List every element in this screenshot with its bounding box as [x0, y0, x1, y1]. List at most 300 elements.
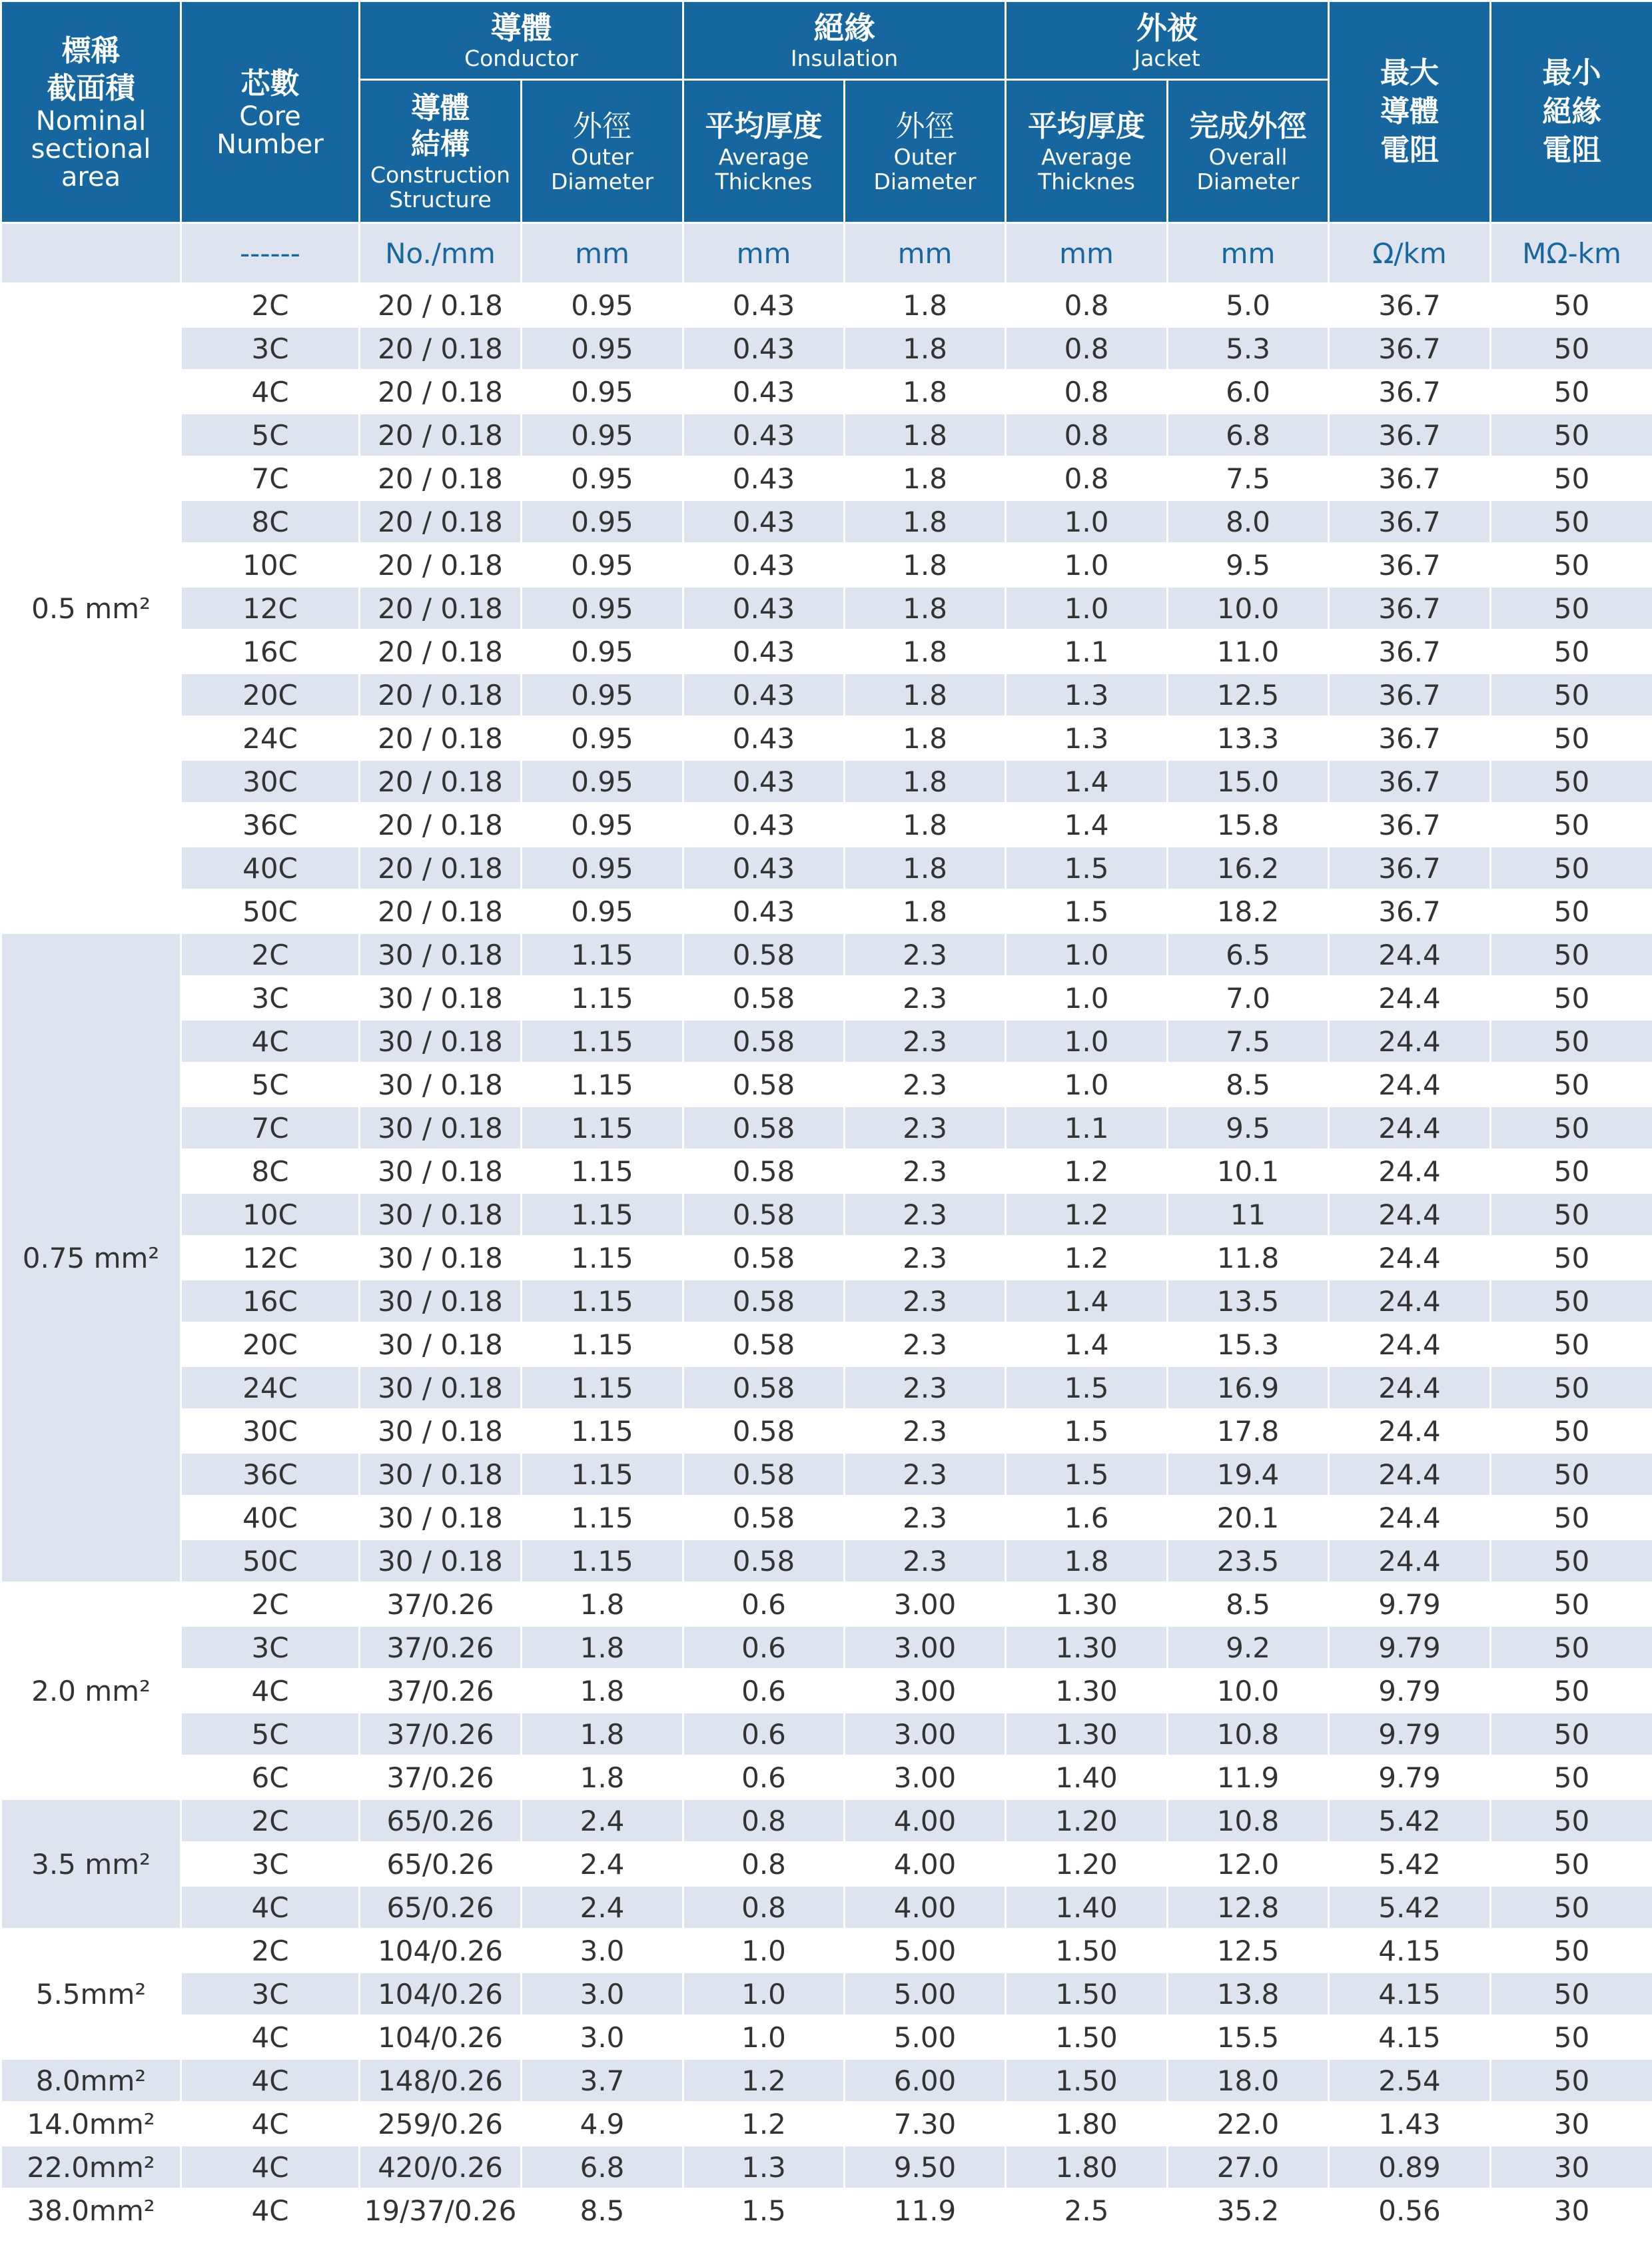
cell-jacket-thickness: 1.50	[1006, 1929, 1168, 1973]
cell-conductor-outer: 1.8	[522, 1713, 683, 1756]
cell-insulation-thickness: 0.58	[683, 1150, 845, 1193]
cell-conductor-outer: 1.15	[522, 1496, 683, 1540]
cell-insulation-thickness: 1.2	[683, 2059, 845, 2102]
cell-construction: 148/0.26	[360, 2059, 522, 2102]
cell-insulation-thickness: 0.58	[683, 933, 845, 977]
table-row	[1, 1063, 1652, 1107]
cell-construction: 30 / 0.18	[360, 1453, 522, 1496]
cell-insulation-thickness: 0.43	[683, 673, 845, 717]
cell-construction: 104/0.26	[360, 1929, 522, 1973]
cell-insulation-thickness: 0.43	[683, 327, 845, 370]
table-row	[1, 1496, 1652, 1540]
cell-core: 4C	[181, 2016, 360, 2059]
cell-insulation-resistance: 50	[1491, 544, 1652, 587]
cell-core: 3C	[181, 327, 360, 370]
cell-jacket-thickness: 1.80	[1006, 2146, 1168, 2189]
table-row	[1, 1886, 1652, 1929]
cell-core: 4C	[181, 2189, 360, 2232]
cell-insulation-outer: 1.8	[845, 847, 1006, 890]
cell-core: 4C	[181, 2102, 360, 2146]
cell-overall-diameter: 11.8	[1168, 1236, 1329, 1280]
cell-resistance: 9.79	[1329, 1626, 1491, 1669]
table-row	[1, 933, 1652, 977]
cell-construction: 20 / 0.18	[360, 630, 522, 673]
cell-core: 4C	[181, 1886, 360, 1929]
cell-insulation-thickness: 0.58	[683, 1323, 845, 1366]
cell-overall-diameter: 17.8	[1168, 1410, 1329, 1453]
cell-jacket-thickness: 1.0	[1006, 500, 1168, 544]
cell-overall-diameter: 12.0	[1168, 1843, 1329, 1886]
cell-overall-diameter: 5.0	[1168, 284, 1329, 327]
cell-core: 24C	[181, 1366, 360, 1410]
table-row	[1, 1193, 1652, 1236]
cell-conductor-outer: 0.95	[522, 847, 683, 890]
cell-conductor-outer: 0.95	[522, 630, 683, 673]
cell-insulation-outer: 2.3	[845, 1540, 1006, 1583]
cell-conductor-outer: 3.0	[522, 1973, 683, 2016]
cell-conductor-outer: 1.15	[522, 1107, 683, 1150]
cell-core: 10C	[181, 1193, 360, 1236]
table-row	[1, 673, 1652, 717]
cell-resistance: 4.15	[1329, 1973, 1491, 2016]
cell-insulation-outer: 2.3	[845, 1496, 1006, 1540]
cell-nominal-area: 0.5 mm²	[1, 284, 181, 933]
cell-insulation-outer: 2.3	[845, 1453, 1006, 1496]
cell-core: 20C	[181, 1323, 360, 1366]
cell-overall-diameter: 8.5	[1168, 1063, 1329, 1107]
cell-jacket-thickness: 1.6	[1006, 1496, 1168, 1540]
cell-conductor-outer: 0.95	[522, 717, 683, 760]
cell-jacket-thickness: 2.5	[1006, 2189, 1168, 2232]
cell-insulation-thickness: 0.58	[683, 1410, 845, 1453]
cell-insulation-outer: 1.8	[845, 370, 1006, 414]
header-construction-structure: 導體 結構 Construction Structure	[360, 80, 522, 223]
cell-jacket-thickness: 1.0	[1006, 587, 1168, 630]
cell-conductor-outer: 0.95	[522, 544, 683, 587]
cell-conductor-outer: 0.95	[522, 370, 683, 414]
cell-overall-diameter: 8.5	[1168, 1583, 1329, 1626]
cell-insulation-thickness: 0.43	[683, 544, 845, 587]
cell-overall-diameter: 20.1	[1168, 1496, 1329, 1540]
cell-conductor-outer: 0.95	[522, 284, 683, 327]
cell-insulation-resistance: 50	[1491, 1626, 1652, 1669]
cell-construction: 19/37/0.26	[360, 2189, 522, 2232]
cell-conductor-outer: 3.0	[522, 2016, 683, 2059]
cell-resistance: 36.7	[1329, 717, 1491, 760]
cell-overall-diameter: 13.3	[1168, 717, 1329, 760]
cell-insulation-resistance: 50	[1491, 673, 1652, 717]
cell-insulation-outer: 1.8	[845, 587, 1006, 630]
table-row	[1, 1626, 1652, 1669]
cell-construction: 20 / 0.18	[360, 717, 522, 760]
cell-insulation-thickness: 0.43	[683, 890, 845, 933]
cell-insulation-resistance: 50	[1491, 1540, 1652, 1583]
cell-core: 24C	[181, 717, 360, 760]
cell-overall-diameter: 15.0	[1168, 760, 1329, 803]
header-insulation-average-thickness: 平均厚度 Average Thicknes	[683, 80, 845, 223]
cell-core: 5C	[181, 1713, 360, 1756]
cell-insulation-resistance: 50	[1491, 1280, 1652, 1323]
cell-insulation-thickness: 0.43	[683, 414, 845, 457]
cell-insulation-resistance: 50	[1491, 1410, 1652, 1453]
cell-insulation-resistance: 50	[1491, 457, 1652, 500]
cell-overall-diameter: 27.0	[1168, 2146, 1329, 2189]
cell-insulation-resistance: 50	[1491, 1366, 1652, 1410]
cell-core: 8C	[181, 500, 360, 544]
header-max-conductor-resistance: 最大 導體 電阻	[1329, 1, 1491, 223]
cell-insulation-resistance: 50	[1491, 1453, 1652, 1496]
cell-insulation-outer: 1.8	[845, 890, 1006, 933]
cell-conductor-outer: 0.95	[522, 500, 683, 544]
cell-insulation-resistance: 50	[1491, 803, 1652, 847]
cell-insulation-thickness: 0.8	[683, 1799, 845, 1843]
cell-construction: 104/0.26	[360, 2016, 522, 2059]
table-row	[1, 1973, 1652, 2016]
cell-insulation-outer: 1.8	[845, 414, 1006, 457]
table-row	[1, 847, 1652, 890]
table-row	[1, 760, 1652, 803]
cell-jacket-thickness: 1.20	[1006, 1843, 1168, 1886]
cell-overall-diameter: 18.2	[1168, 890, 1329, 933]
cell-construction: 65/0.26	[360, 1799, 522, 1843]
table-row	[1, 500, 1652, 544]
cell-insulation-thickness: 0.58	[683, 1020, 845, 1063]
cell-resistance: 36.7	[1329, 630, 1491, 673]
table-row	[1, 1236, 1652, 1280]
cell-core: 3C	[181, 977, 360, 1020]
cell-core: 40C	[181, 1496, 360, 1540]
cell-construction: 20 / 0.18	[360, 847, 522, 890]
cell-core: 4C	[181, 1669, 360, 1713]
unit-jacket-thickness: mm	[1006, 223, 1168, 284]
cell-overall-diameter: 15.5	[1168, 2016, 1329, 2059]
cell-insulation-resistance: 50	[1491, 933, 1652, 977]
cell-overall-diameter: 6.5	[1168, 933, 1329, 977]
cell-insulation-thickness: 0.43	[683, 803, 845, 847]
cell-core: 50C	[181, 890, 360, 933]
cell-insulation-resistance: 30	[1491, 2146, 1652, 2189]
cell-core: 3C	[181, 1843, 360, 1886]
cell-overall-diameter: 6.0	[1168, 370, 1329, 414]
cell-insulation-thickness: 0.58	[683, 1107, 845, 1150]
cell-insulation-outer: 2.3	[845, 977, 1006, 1020]
cell-insulation-outer: 1.8	[845, 760, 1006, 803]
table-row	[1, 2059, 1652, 2102]
cell-construction: 65/0.26	[360, 1843, 522, 1886]
cell-conductor-outer: 0.95	[522, 327, 683, 370]
cell-core: 12C	[181, 1236, 360, 1280]
cell-insulation-resistance: 30	[1491, 2189, 1652, 2232]
table-row	[1, 1453, 1652, 1496]
cell-conductor-outer: 1.8	[522, 1583, 683, 1626]
cell-overall-diameter: 10.8	[1168, 1713, 1329, 1756]
cell-nominal-area: 0.75 mm²	[1, 933, 181, 1583]
cell-construction: 30 / 0.18	[360, 1150, 522, 1193]
cell-insulation-thickness: 0.58	[683, 1280, 845, 1323]
cell-jacket-thickness: 0.8	[1006, 327, 1168, 370]
cell-resistance: 24.4	[1329, 1236, 1491, 1280]
cell-insulation-outer: 3.00	[845, 1626, 1006, 1669]
cell-insulation-thickness: 0.58	[683, 1496, 845, 1540]
cell-nominal-area: 8.0mm²	[1, 2059, 181, 2102]
cell-insulation-thickness: 0.8	[683, 1886, 845, 1929]
cell-core: 8C	[181, 1150, 360, 1193]
cell-insulation-resistance: 50	[1491, 1799, 1652, 1843]
cell-construction: 30 / 0.18	[360, 1540, 522, 1583]
cell-insulation-thickness: 0.6	[683, 1626, 845, 1669]
cell-core: 4C	[181, 2059, 360, 2102]
cell-overall-diameter: 7.5	[1168, 1020, 1329, 1063]
cell-jacket-thickness: 0.8	[1006, 370, 1168, 414]
unit-insulation-outer: mm	[845, 223, 1006, 284]
cell-insulation-resistance: 50	[1491, 1886, 1652, 1929]
table-row	[1, 1713, 1652, 1756]
cell-construction: 37/0.26	[360, 1669, 522, 1713]
cell-insulation-outer: 5.00	[845, 2016, 1006, 2059]
cell-nominal-area: 3.5 mm²	[1, 1799, 181, 1929]
cell-overall-diameter: 5.3	[1168, 327, 1329, 370]
cell-construction: 30 / 0.18	[360, 1063, 522, 1107]
cell-insulation-resistance: 50	[1491, 587, 1652, 630]
cell-core: 2C	[181, 284, 360, 327]
table-row	[1, 1929, 1652, 1973]
cell-overall-diameter: 9.5	[1168, 544, 1329, 587]
cell-insulation-resistance: 50	[1491, 760, 1652, 803]
cell-core: 6C	[181, 1756, 360, 1799]
cell-resistance: 36.7	[1329, 457, 1491, 500]
table-row	[1, 1410, 1652, 1453]
table-row	[1, 1583, 1652, 1626]
cell-construction: 30 / 0.18	[360, 1496, 522, 1540]
cell-insulation-resistance: 50	[1491, 370, 1652, 414]
cell-jacket-thickness: 0.8	[1006, 414, 1168, 457]
cell-resistance: 36.7	[1329, 327, 1491, 370]
cell-construction: 37/0.26	[360, 1756, 522, 1799]
units-row	[1, 223, 1652, 284]
cell-jacket-thickness: 1.80	[1006, 2102, 1168, 2146]
cell-overall-diameter: 9.2	[1168, 1626, 1329, 1669]
cell-resistance: 9.79	[1329, 1669, 1491, 1713]
cell-insulation-outer: 1.8	[845, 284, 1006, 327]
cell-jacket-thickness: 1.0	[1006, 1063, 1168, 1107]
cell-core: 16C	[181, 1280, 360, 1323]
cell-conductor-outer: 0.95	[522, 760, 683, 803]
cell-construction: 37/0.26	[360, 1583, 522, 1626]
cell-resistance: 24.4	[1329, 1107, 1491, 1150]
cell-insulation-outer: 2.3	[845, 1020, 1006, 1063]
cell-insulation-resistance: 50	[1491, 717, 1652, 760]
cell-overall-diameter: 18.0	[1168, 2059, 1329, 2102]
cell-insulation-outer: 3.00	[845, 1669, 1006, 1713]
cell-core: 2C	[181, 1799, 360, 1843]
cell-insulation-resistance: 50	[1491, 847, 1652, 890]
cell-overall-diameter: 11	[1168, 1193, 1329, 1236]
cell-jacket-thickness: 1.50	[1006, 2016, 1168, 2059]
cell-conductor-outer: 0.95	[522, 890, 683, 933]
cell-jacket-thickness: 1.3	[1006, 717, 1168, 760]
cell-insulation-outer: 2.3	[845, 933, 1006, 977]
cell-jacket-thickness: 1.3	[1006, 673, 1168, 717]
cell-insulation-outer: 3.00	[845, 1756, 1006, 1799]
cell-construction: 104/0.26	[360, 1973, 522, 2016]
cell-construction: 30 / 0.18	[360, 1020, 522, 1063]
cell-insulation-thickness: 1.0	[683, 1929, 845, 1973]
cell-insulation-thickness: 0.43	[683, 630, 845, 673]
table-row	[1, 587, 1652, 630]
cell-insulation-thickness: 0.43	[683, 500, 845, 544]
cell-construction: 30 / 0.18	[360, 933, 522, 977]
cell-jacket-thickness: 0.8	[1006, 457, 1168, 500]
cell-insulation-thickness: 1.0	[683, 2016, 845, 2059]
cell-insulation-resistance: 50	[1491, 1929, 1652, 1973]
cell-insulation-thickness: 0.8	[683, 1843, 845, 1886]
cell-construction: 30 / 0.18	[360, 1107, 522, 1150]
header-conductor-outer-diameter: 外徑 Outer Diameter	[522, 80, 683, 223]
cell-core: 4C	[181, 1020, 360, 1063]
cell-insulation-thickness: 1.0	[683, 1973, 845, 2016]
cell-construction: 37/0.26	[360, 1713, 522, 1756]
cell-insulation-thickness: 0.58	[683, 1236, 845, 1280]
cell-construction: 20 / 0.18	[360, 587, 522, 630]
cell-insulation-thickness: 0.43	[683, 847, 845, 890]
cell-resistance: 24.4	[1329, 1366, 1491, 1410]
cell-overall-diameter: 7.5	[1168, 457, 1329, 500]
cell-nominal-area: 5.5mm²	[1, 1929, 181, 2059]
cell-core: 3C	[181, 1973, 360, 2016]
cell-jacket-thickness: 1.5	[1006, 1366, 1168, 1410]
cell-nominal-area: 2.0 mm²	[1, 1583, 181, 1799]
cell-core: 50C	[181, 1540, 360, 1583]
table-row	[1, 1150, 1652, 1193]
cell-insulation-thickness: 0.43	[683, 587, 845, 630]
cell-construction: 20 / 0.18	[360, 760, 522, 803]
cell-insulation-thickness: 0.6	[683, 1756, 845, 1799]
cell-insulation-thickness: 1.2	[683, 2102, 845, 2146]
cell-jacket-thickness: 1.30	[1006, 1669, 1168, 1713]
table-row	[1, 2102, 1652, 2146]
cell-resistance: 0.56	[1329, 2189, 1491, 2232]
cell-insulation-outer: 1.8	[845, 457, 1006, 500]
cell-insulation-resistance: 50	[1491, 284, 1652, 327]
cell-insulation-resistance: 50	[1491, 1973, 1652, 2016]
cell-construction: 30 / 0.18	[360, 1366, 522, 1410]
cell-core: 5C	[181, 414, 360, 457]
cell-resistance: 36.7	[1329, 370, 1491, 414]
cell-conductor-outer: 0.95	[522, 803, 683, 847]
cell-jacket-thickness: 1.0	[1006, 933, 1168, 977]
table-row	[1, 1020, 1652, 1063]
cell-jacket-thickness: 1.0	[1006, 977, 1168, 1020]
cell-core: 3C	[181, 1626, 360, 1669]
cell-insulation-outer: 2.3	[845, 1236, 1006, 1280]
cell-insulation-thickness: 0.6	[683, 1713, 845, 1756]
cell-overall-diameter: 11.9	[1168, 1756, 1329, 1799]
table-row	[1, 1107, 1652, 1150]
cell-construction: 20 / 0.18	[360, 500, 522, 544]
cell-resistance: 24.4	[1329, 1323, 1491, 1366]
cell-conductor-outer: 1.15	[522, 1453, 683, 1496]
cell-overall-diameter: 12.8	[1168, 1886, 1329, 1929]
cell-construction: 20 / 0.18	[360, 327, 522, 370]
cell-resistance: 9.79	[1329, 1713, 1491, 1756]
cell-insulation-outer: 9.50	[845, 2146, 1006, 2189]
cell-construction: 30 / 0.18	[360, 1280, 522, 1323]
cell-insulation-outer: 2.3	[845, 1063, 1006, 1107]
header-nominal-area: 標稱 截面積 Nominal sectional area	[1, 1, 181, 223]
cell-jacket-thickness: 1.30	[1006, 1626, 1168, 1669]
cell-overall-diameter: 6.8	[1168, 414, 1329, 457]
cell-insulation-outer: 2.3	[845, 1323, 1006, 1366]
table-row	[1, 284, 1652, 327]
cell-insulation-outer: 4.00	[845, 1843, 1006, 1886]
unit-overall-diameter: mm	[1168, 223, 1329, 284]
cell-construction: 20 / 0.18	[360, 457, 522, 500]
cell-resistance: 4.15	[1329, 2016, 1491, 2059]
cell-construction: 20 / 0.18	[360, 803, 522, 847]
cell-conductor-outer: 0.95	[522, 457, 683, 500]
cell-jacket-thickness: 1.40	[1006, 1886, 1168, 1929]
cell-core: 7C	[181, 1107, 360, 1150]
cell-jacket-thickness: 1.5	[1006, 847, 1168, 890]
cell-resistance: 36.7	[1329, 500, 1491, 544]
cell-insulation-thickness: 0.58	[683, 977, 845, 1020]
cell-resistance: 24.4	[1329, 1496, 1491, 1540]
cell-jacket-thickness: 1.1	[1006, 1107, 1168, 1150]
header-overall-diameter: 完成外徑 Overall Diameter	[1168, 80, 1329, 223]
cell-construction: 30 / 0.18	[360, 1410, 522, 1453]
cell-resistance: 36.7	[1329, 414, 1491, 457]
table-row	[1, 977, 1652, 1020]
cell-insulation-outer: 1.8	[845, 630, 1006, 673]
cell-resistance: 36.7	[1329, 544, 1491, 587]
cell-conductor-outer: 6.8	[522, 2146, 683, 2189]
cell-overall-diameter: 16.9	[1168, 1366, 1329, 1410]
cell-insulation-outer: 2.3	[845, 1193, 1006, 1236]
table-row	[1, 1843, 1652, 1886]
cell-insulation-resistance: 50	[1491, 1020, 1652, 1063]
cell-core: 12C	[181, 587, 360, 630]
cell-conductor-outer: 1.15	[522, 1410, 683, 1453]
header-min-insulation-resistance: 最小 絕緣 電阻	[1491, 1, 1652, 223]
cell-overall-diameter: 10.0	[1168, 587, 1329, 630]
table-row	[1, 414, 1652, 457]
cell-jacket-thickness: 1.2	[1006, 1236, 1168, 1280]
cell-construction: 65/0.26	[360, 1886, 522, 1929]
cell-construction: 420/0.26	[360, 2146, 522, 2189]
cell-resistance: 24.4	[1329, 1410, 1491, 1453]
table-body	[1, 284, 1652, 2232]
cell-insulation-resistance: 50	[1491, 1756, 1652, 1799]
cell-insulation-thickness: 0.58	[683, 1366, 845, 1410]
cell-jacket-thickness: 1.4	[1006, 803, 1168, 847]
cell-core: 10C	[181, 544, 360, 587]
cell-overall-diameter: 12.5	[1168, 1929, 1329, 1973]
cell-insulation-thickness: 0.58	[683, 1540, 845, 1583]
cell-insulation-resistance: 50	[1491, 1843, 1652, 1886]
cell-nominal-area: 38.0mm²	[1, 2189, 181, 2232]
table-row	[1, 890, 1652, 933]
cell-conductor-outer: 1.8	[522, 1756, 683, 1799]
cell-resistance: 1.43	[1329, 2102, 1491, 2146]
cell-overall-diameter: 15.8	[1168, 803, 1329, 847]
cell-core: 20C	[181, 673, 360, 717]
cell-jacket-thickness: 1.4	[1006, 1280, 1168, 1323]
table-row	[1, 457, 1652, 500]
cell-insulation-thickness: 0.6	[683, 1583, 845, 1626]
cell-insulation-thickness: 0.43	[683, 717, 845, 760]
cell-overall-diameter: 13.8	[1168, 1973, 1329, 2016]
cell-jacket-thickness: 1.1	[1006, 630, 1168, 673]
